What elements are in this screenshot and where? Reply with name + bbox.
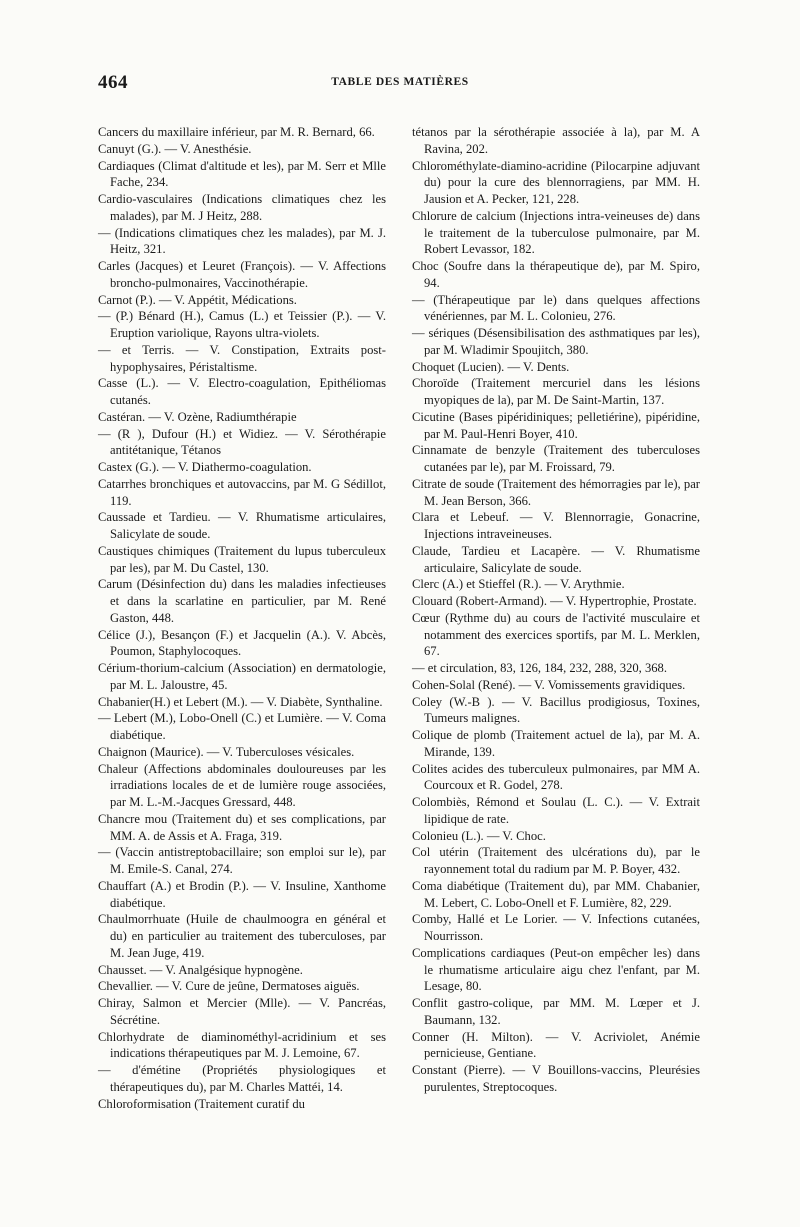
- index-entry: Chlorhydrate de diaminométhyl-acridinium et ses indications thérapeutiques par M. J. Lemoine, 67.: [98, 1029, 386, 1061]
- index-entry: Complications cardiaques (Peut-on empêcher les) dans le rhumatisme articulaire aigu chez l'enfant, par M. Lesage, 80.: [412, 945, 700, 994]
- index-entry: Coley (W.-B ). — V. Bacillus prodigiosus, Toxines, Tumeurs malignes.: [412, 694, 700, 726]
- index-entry: Catarrhes bronchiques et autovaccins, par M. G Sédillot, 119.: [98, 476, 386, 508]
- index-entry: Cicutine (Bases pipéridiniques; pelletiérine), pipéridine, par M. Paul-Henri Boyer, 410.: [412, 409, 700, 441]
- index-entry: Chabanier(H.) et Lebert (M.). — V. Diabète, Synthaline.: [98, 694, 383, 709]
- index-entry: Colonieu (L.). — V. Choc.: [412, 828, 546, 843]
- page-number: 464: [98, 72, 128, 93]
- index-entry: Constant (Pierre). — V Bouillons-vaccins, Pleurésies purulentes, Streptocoques.: [412, 1063, 700, 1094]
- index-entry: Chancre mou (Traitement du) et ses complications, par MM. A. de Assis et A. Fraga, 319.: [98, 811, 386, 843]
- index-entry: Chauffart (A.) et Brodin (P.). — V. Insuline, Xanthome diabétique.: [98, 878, 386, 910]
- index-entry: Caustiques chimiques (Traitement du lupus tuberculeux par les), par M. Du Castel, 130.: [98, 543, 386, 575]
- index-entry: Cérium-thorium-calcium (Association) en dermatologie, par M. L. Jaloustre, 45.: [98, 661, 386, 692]
- index-entry: — sériques (Désensibilisation des asthmatiques par les), par M. Wladimir Spoujitch, 380.: [412, 326, 700, 357]
- index-entry: Comby, Hallé et Le Lorier. — V. Infections cutanées, Nourrisson.: [412, 912, 700, 943]
- left-column: [98, 124, 386, 1112]
- index-entry: Carnot (P.). — V. Appétit, Médications.: [98, 292, 297, 307]
- index-entry: Choc (Soufre dans la thérapeutique de), par M. Spiro, 94.: [412, 259, 700, 290]
- index-entry: Citrate de soude (Traitement des hémorragies par le), par M. Jean Berson, 366.: [412, 476, 700, 508]
- index-entry: Chausset. — V. Analgésique hypnogène.: [98, 962, 303, 977]
- index-entry: Carles (Jacques) et Leuret (François). — V. Affections broncho-pulmonaires, Vaccinothérapie.: [98, 259, 386, 290]
- index-entry: Chaulmorrhuate (Huile de chaulmoogra en général et du) en particulier au traitement des tuberculoses, par M. Jean Juge, 419.: [98, 912, 386, 960]
- index-entry: — et Terris. — V. Constipation, Extraits post-hypophysaires, Péristaltisme.: [98, 342, 386, 374]
- index-entry: Cardio-vasculaires (Indications climatiques chez les malades), par M. J Heitz, 288.: [98, 192, 386, 223]
- index-entry: — (R ), Dufour (H.) et Widiez. — V. Sérothérapie antitétanique, Tétanos: [98, 426, 386, 458]
- index-entry: Cohen-Solal (René). — V. Vomissements gravidiques.: [412, 677, 686, 692]
- index-entry: Colique de plomb (Traitement actuel de la), par M. A. Mirande, 139.: [412, 728, 700, 759]
- index-entry: Choquet (Lucien). — V. Dents.: [412, 359, 570, 374]
- index-entry: Chlorure de calcium (Injections intra-veineuses de) dans le traitement de la tuberculose pulmonaire, par M. Robert Levassor, 182.: [412, 208, 700, 257]
- index-entry: Choroïde (Traitement mercuriel dans les lésions myopiques de la), par M. De Saint-Martin, 137.: [412, 376, 700, 407]
- index-entry: — (Indications climatiques chez les malades), par M. J. Heitz, 321.: [98, 225, 386, 257]
- index-entry: Chevallier. — V. Cure de jeûne, Dermatoses aiguës.: [98, 979, 360, 994]
- index-entry: Chloroformisation (Traitement curatif du: [98, 1096, 305, 1111]
- index-entry: — (P.) Bénard (H.), Camus (L.) et Teissier (P.). — V. Eruption variolique, Rayons ultra-violets.: [98, 309, 386, 340]
- index-entry: Claude, Tardieu et Lacapère. — V. Rhumatisme articulaire, Salicylate de soude.: [412, 543, 700, 575]
- index-entry: Col utérin (Traitement des ulcérations du), par le rayonnement total du radium par M. P. Boyer, 432.: [412, 845, 700, 876]
- index-entry: Colites acides des tuberculeux pulmonaires, par MM A. Courcoux et R. Godel, 278.: [412, 761, 700, 793]
- index-entry: Caussade et Tardieu. — V. Rhumatisme articulaires, Salicylate de soude.: [98, 510, 386, 541]
- index-entry: Conner (H. Milton). — V. Acriviolet, Anémie pernicieuse, Gentiane.: [412, 1029, 700, 1061]
- index-entry: Canuyt (G.). — V. Anesthésie.: [98, 141, 252, 156]
- index-entry: — Lebert (M.), Lobo-Onell (C.) et Lumière. — V. Coma diabétique.: [98, 711, 386, 742]
- index-entry: Chaignon (Maurice). — V. Tuberculoses vésicales.: [98, 744, 355, 759]
- index-entry: Conflit gastro-colique, par MM. M. Lœper et J. Baumann, 132.: [412, 996, 700, 1027]
- index-entry: Cœur (Rythme du) au cours de l'activité musculaire et notamment des exercices sportifs, par M. L. Merklen, 67.: [412, 610, 700, 659]
- index-entry: Castex (G.). — V. Diathermo-coagulation.: [98, 460, 312, 474]
- index-entry: Coma diabétique (Traitement du), par MM. Chabanier, M. Lebert, C. Lobo-Onell et F. Lumière, 82, 229.: [412, 878, 700, 910]
- index-entry: Célice (J.), Besançon (F.) et Jacquelin (A.). V. Abcès, Poumon, Staphylocoques.: [98, 627, 386, 659]
- right-column: [412, 124, 700, 1096]
- index-entry: Colombiès, Rémond et Soulau (L. C.). — V. Extrait lipidique de rate.: [412, 795, 700, 826]
- index-entry: — (Vaccin antistreptobacillaire; son emploi sur le), par M. Emile-S. Canal, 274.: [98, 845, 386, 876]
- index-entry: — et circulation, 83, 126, 184, 232, 288, 320, 368.: [412, 661, 667, 675]
- index-entry: Carum (Désinfection du) dans les maladies infectieuses et dans la scarlatine en particulier, par M. René Gaston, 448.: [98, 577, 386, 625]
- index-entry: Clerc (A.) et Stieffel (R.). — V. Arythmie.: [412, 577, 625, 592]
- index-entry: Chiray, Salmon et Mercier (Mlle). — V. Pancréas, Sécrétine.: [98, 996, 386, 1027]
- index-entry: Casse (L.). — V. Electro-coagulation, Epithéliomas cutanés.: [98, 376, 386, 407]
- index-entry: — d'émétine (Propriétés physiologiques et thérapeutiques du), par M. Charles Mattéi, 14.: [98, 1063, 386, 1094]
- index-entry: Cinnamate de benzyle (Traitement des tuberculoses cutanées par le), par M. Froissard, 79.: [412, 443, 700, 474]
- running-title: TABLE DES MATIÈRES: [331, 76, 469, 88]
- index-entry: Castéran. — V. Ozène, Radiumthérapie: [98, 409, 297, 424]
- index-entry: — (Thérapeutique par le) dans quelques affections vénériennes, par M. L. Colonieu, 276.: [412, 292, 700, 324]
- index-entry: Cardiaques (Climat d'altitude et les), par M. Serr et Mlle Fache, 234.: [98, 158, 386, 190]
- index-entry: tétanos par la sérothérapie associée à la), par M. A Ravina, 202.: [412, 125, 700, 156]
- page-header: [98, 72, 702, 96]
- index-entry: Clouard (Robert-Armand). — V. Hypertrophie, Prostate.: [412, 594, 697, 608]
- index-entry: Chaleur (Affections abdominales douloureuses par les irradiations locales de et de lumière rouge associées, par M. L.-M.-Jacques Gressard, 448.: [98, 761, 386, 809]
- index-entry: Cancers du maxillaire inférieur, par M. R. Bernard, 66.: [98, 125, 375, 139]
- index-entry: Clara et Lebeuf. — V. Blennorragie, Gonacrine, Injections intraveineuses.: [412, 510, 700, 541]
- index-entry: Chlorométhylate-diamino-acridine (Pilocarpine adjuvant du) pour la cure des blennorragiens, par MM. H. Jausion et A. Pecker, 121, 228.: [412, 158, 700, 206]
